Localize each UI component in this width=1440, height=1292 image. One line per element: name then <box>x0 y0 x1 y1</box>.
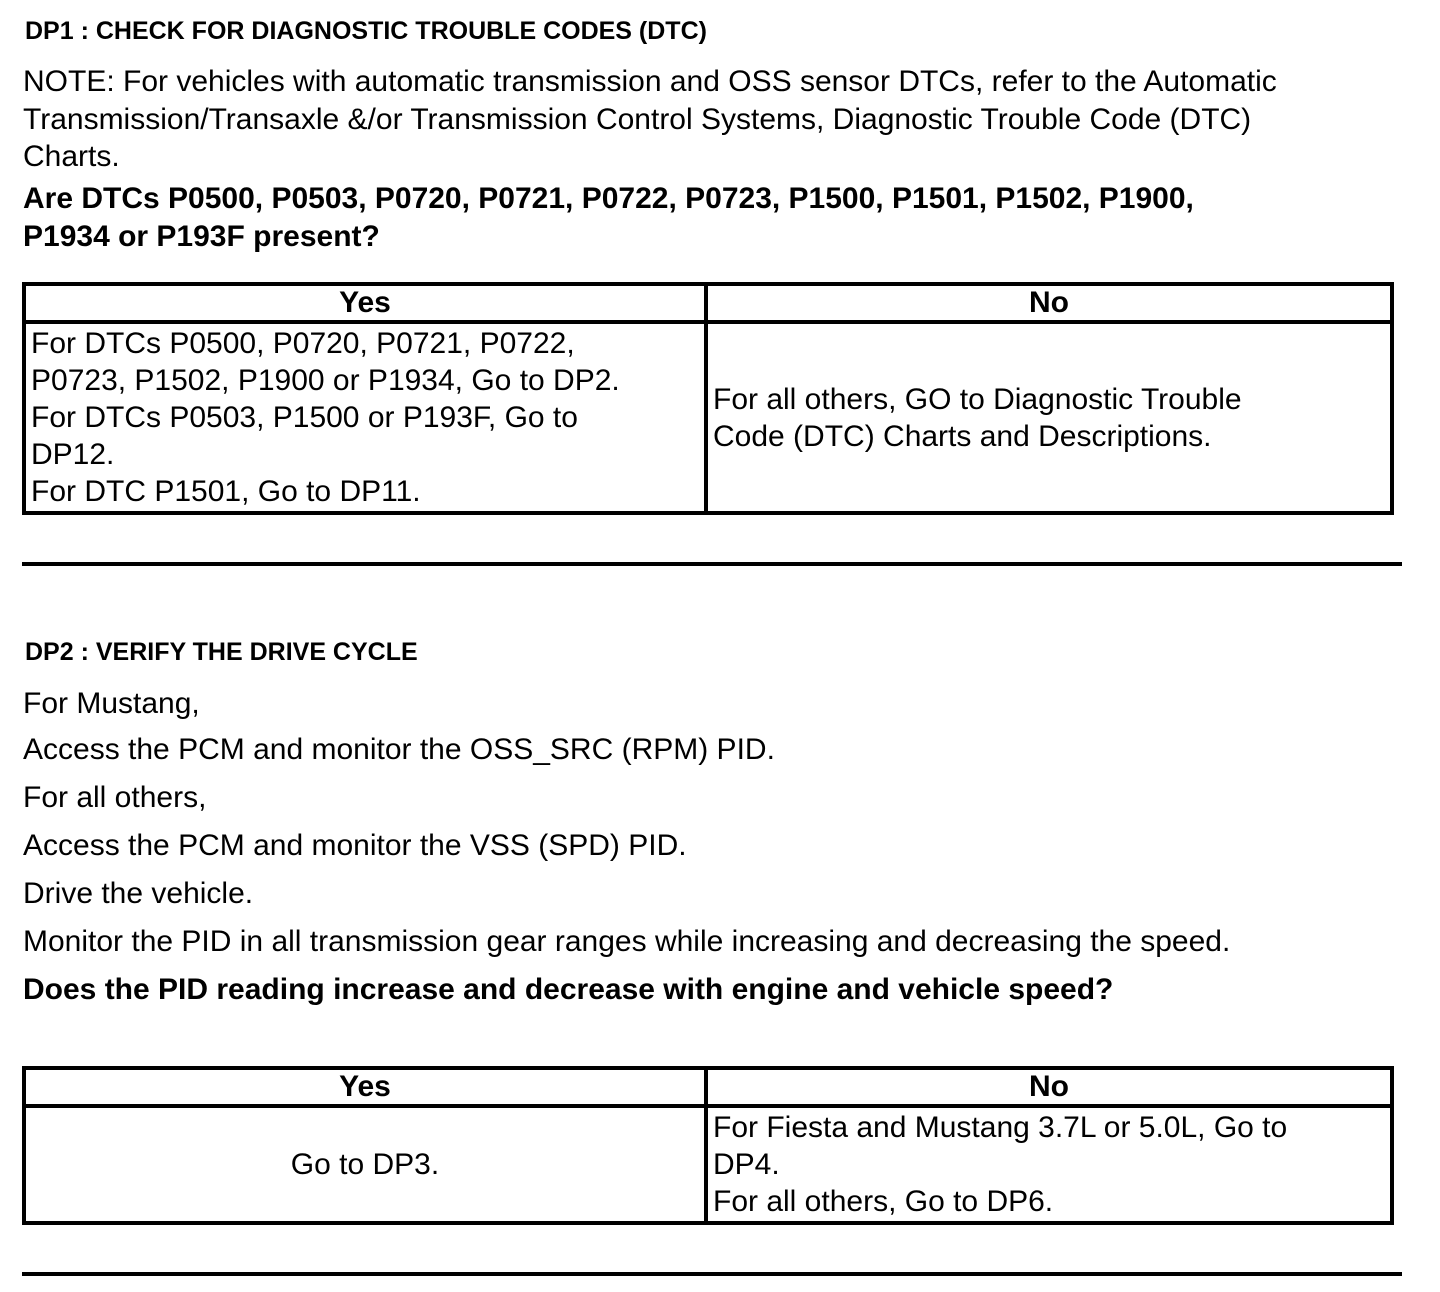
table-row <box>24 1106 1392 1223</box>
dp2-title: DP2 : VERIFY THE DRIVE CYCLE <box>25 638 418 666</box>
yes-cell-line: For DTCs P0500, P0720, P0721, P0722, <box>31 327 575 360</box>
yes-cell <box>24 322 706 513</box>
dp1-note-line: Transmission/Transaxle &/or Transmission Control Systems, Diagnostic Trouble Code (DTC) <box>23 102 1252 136</box>
table-row <box>24 322 1392 513</box>
dp1-decision-table <box>22 282 1394 515</box>
section-divider <box>22 562 1402 566</box>
yes-cell-line: P0723, P1502, P1900 or P1934, Go to DP2. <box>31 364 620 397</box>
dp2-instruction-line: Access the PCM and monitor the OSS_SRC (RPM) PID. <box>23 733 775 766</box>
yes-cell-line: DP12. <box>31 438 115 471</box>
no-header: No <box>706 284 1392 322</box>
yes-header: Yes <box>24 1068 706 1106</box>
dp2-instruction-line: Access the PCM and monitor the VSS (SPD) PID. <box>23 829 687 862</box>
dp1-question-line: P1934 or P193F present? <box>23 219 380 253</box>
no-cell-line: DP4. <box>713 1148 780 1181</box>
no-cell-line: For all others, GO to Diagnostic Trouble <box>713 382 1242 416</box>
dp2-instruction-line: For all others, <box>23 781 207 814</box>
dp2-question: Does the PID reading increase and decrease with engine and vehicle speed? <box>23 973 1114 1006</box>
table-header-row <box>24 284 1392 322</box>
table-header-row <box>24 1068 1392 1106</box>
dp1-title: DP1 : CHECK FOR DIAGNOSTIC TROUBLE CODES (DTC) <box>25 17 707 45</box>
section-divider <box>22 1272 1402 1276</box>
no-header: No <box>706 1068 1392 1106</box>
yes-cell-line: For DTC P1501, Go to DP11. <box>31 475 421 508</box>
no-cell-line: For all others, Go to DP6. <box>713 1185 1054 1218</box>
no-cell-line: Code (DTC) Charts and Descriptions. <box>713 419 1212 453</box>
yes-cell-line: For DTCs P0503, P1500 or P193F, Go to <box>31 401 578 434</box>
no-cell-line: For Fiesta and Mustang 3.7L or 5.0L, Go to <box>713 1111 1288 1144</box>
dp1-question-line: Are DTCs P0500, P0503, P0720, P0721, P0722, P0723, P1500, P1501, P1502, P1900, <box>23 182 1194 215</box>
dp1-question <box>23 180 1194 255</box>
dp2-decision-table <box>22 1066 1394 1225</box>
dp1-note-line: Charts. <box>23 140 120 173</box>
no-cell <box>706 322 1392 513</box>
dp2-instruction-line: For Mustang, <box>23 687 200 720</box>
dp2-instruction-line: Drive the vehicle. <box>23 877 254 910</box>
yes-cell: Go to DP3. <box>24 1106 706 1223</box>
no-cell <box>706 1106 1392 1223</box>
dp1-note-line: NOTE: For vehicles with automatic transmission and OSS sensor DTCs, refer to the Automatic <box>23 65 1277 98</box>
yes-header: Yes <box>24 284 706 322</box>
dp1-note <box>23 63 1277 176</box>
dp2-instruction-line: Monitor the PID in all transmission gear ranges while increasing and decreasing the speed. <box>23 925 1231 958</box>
